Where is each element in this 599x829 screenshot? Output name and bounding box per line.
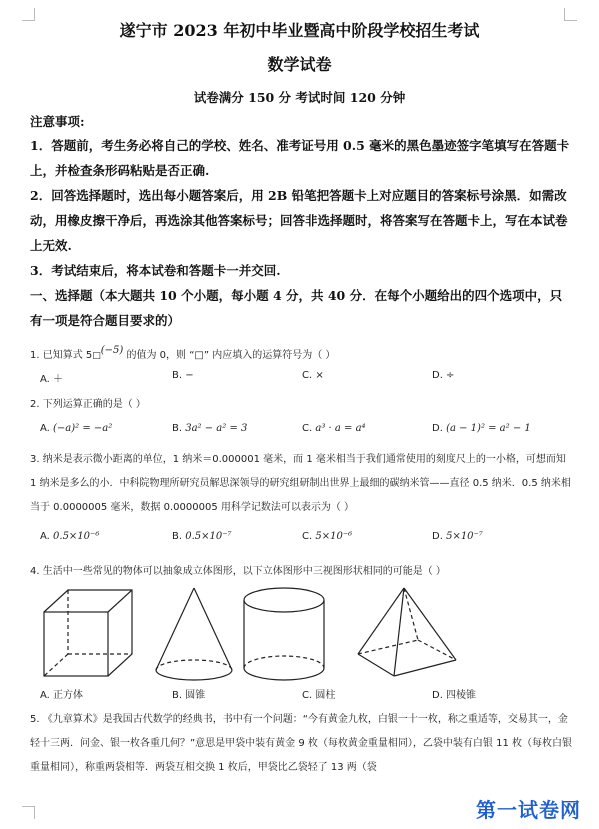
question-4-option-c: C. 圆柱 bbox=[302, 690, 336, 701]
question-3-option-b bbox=[172, 531, 232, 542]
question-2-option-a bbox=[40, 423, 112, 434]
question-2-option-d-math: (a − 1)² = a² − 1 bbox=[446, 423, 531, 434]
question-1-stem bbox=[30, 346, 335, 361]
question-3-option-c-math: 5×10⁻⁶ bbox=[315, 531, 353, 542]
question-2-option-d-label: D. bbox=[432, 423, 443, 434]
cone-figure bbox=[150, 584, 240, 684]
cylinder-figure bbox=[240, 584, 330, 684]
question-3-option-a-math: 0.5×10⁻⁶ bbox=[53, 531, 100, 542]
question-3-option-a-label: A. bbox=[40, 531, 50, 542]
question-3-option-d-label: D. bbox=[432, 531, 443, 542]
exam-subtitle: 数学试卷 bbox=[267, 55, 332, 74]
question-2-option-c-math: a³ · a = a⁴ bbox=[315, 423, 366, 434]
cube-figure bbox=[38, 584, 138, 684]
question-3-option-d bbox=[432, 531, 483, 542]
question-1-option-b: B. − bbox=[172, 370, 194, 381]
question-1-text-b: 的值为 0，则 “□” 内应填入的运算符号为（ ） bbox=[123, 350, 336, 361]
question-2-option-d bbox=[432, 423, 531, 434]
question-4-stem: 4. 生活中一些常见的物体可以抽象成立体图形，以下立体图形中三视图形状相同的可能是（ ） bbox=[30, 566, 446, 577]
question-2-option-c-label: C. bbox=[302, 423, 313, 434]
notice-item-3: 3．考试结束后，将本试卷和答题卡一并交回. bbox=[30, 263, 281, 278]
question-3-option-b-label: B. bbox=[172, 531, 183, 542]
exam-info: 试卷满分 150 分 考试时间 120 分钟 bbox=[193, 90, 406, 105]
question-2-option-b-math: 3a² − a² = 3 bbox=[185, 423, 248, 434]
question-1-option-d: D. ÷ bbox=[432, 370, 455, 381]
question-3-option-b-math: 0.5×10⁻⁷ bbox=[185, 531, 232, 542]
question-3-option-c-label: C. bbox=[302, 531, 313, 542]
question-1-paren: (−5) bbox=[100, 345, 124, 356]
question-5-stem: 5. 《九章算术》是我国古代数学的经典书，书中有一个问题：“今有黄金九枚，白银一十一枚，称之重适等，交易其一，金轻十三两．问金、银一枚各重几何？”意思是甲袋中装有黄金 9 枚（每枚黄金重量相同），乙袋中装有白银 11 枚（每枚白银重量相同），称重两袋相等．两袋互相交换 1 枚后，甲袋比乙袋轻了 13 两（袋 bbox=[30, 714, 572, 773]
pyramid-figure bbox=[352, 584, 462, 684]
question-2-option-a-label: A. bbox=[40, 423, 50, 434]
question-2-option-c bbox=[302, 423, 366, 434]
question-3-option-d-math: 5×10⁻⁷ bbox=[446, 531, 483, 542]
question-4-option-b: B. 圆锥 bbox=[172, 690, 206, 701]
question-3-option-a bbox=[40, 531, 99, 542]
question-1-option-a: A. ＋ bbox=[40, 374, 64, 385]
question-2-option-b-label: B. bbox=[172, 423, 183, 434]
crop-mark-bottom-left bbox=[22, 806, 35, 819]
notice-item-1: 1．答题前，考生务必将自己的学校、姓名、准考证号用 0.5 毫米的黑色墨迹签字笔填写在答题卡上，并检查条形码粘贴是否正确. bbox=[30, 138, 570, 178]
section-1-heading: 一、选择题（本大题共 10 个小题，每小题 4 分，共 40 分．在每个小题给出的四个选项中，只有一项是符合题目要求的） bbox=[30, 288, 563, 328]
notice-item-2: 2．回答选择题时，选出每小题答案后，用 2B 铅笔把答题卡上对应题目的答案标号涂黑．如需改动，用橡皮擦干净后，再选涂其他答案标号；回答非选择题时，将答案写在答题卡上，写在本试卷上无效. bbox=[30, 188, 568, 253]
question-1-option-c: C. × bbox=[302, 370, 324, 381]
question-3-stem: 3. 纳米是表示微小距离的单位，1 纳米＝0.000001 毫米，而 1 毫米相当于我们通常使用的刻度尺上的一小格，可想而知 1 纳米是多么的小．中科院物理所研究员解思深领导的研究组研制出世界上最细的碳纳米管——直径 0.5 纳米．0.5 纳米相当于 0.0000005 毫米，数据 0.0000005 用科学记数法可以表示为（ ） bbox=[30, 454, 571, 513]
question-2-option-b bbox=[172, 423, 247, 434]
question-4-option-a: A. 正方体 bbox=[40, 690, 84, 701]
site-watermark: 第一试卷网 bbox=[476, 798, 581, 822]
question-2-option-a-math: (−a)² = −a² bbox=[53, 423, 113, 434]
question-4-option-d: D. 四棱锥 bbox=[432, 690, 477, 701]
question-1-box: □ bbox=[92, 351, 101, 361]
exam-title: 遂宁市 2023 年初中毕业暨高中阶段学校招生考试 bbox=[119, 21, 480, 40]
question-1-text-a: 1. 已知算式 5 bbox=[30, 350, 93, 361]
notice-heading: 注意事项: bbox=[30, 114, 85, 129]
question-2-stem: 2. 下列运算正确的是（ ） bbox=[30, 399, 146, 410]
question-3-option-c bbox=[302, 531, 352, 542]
